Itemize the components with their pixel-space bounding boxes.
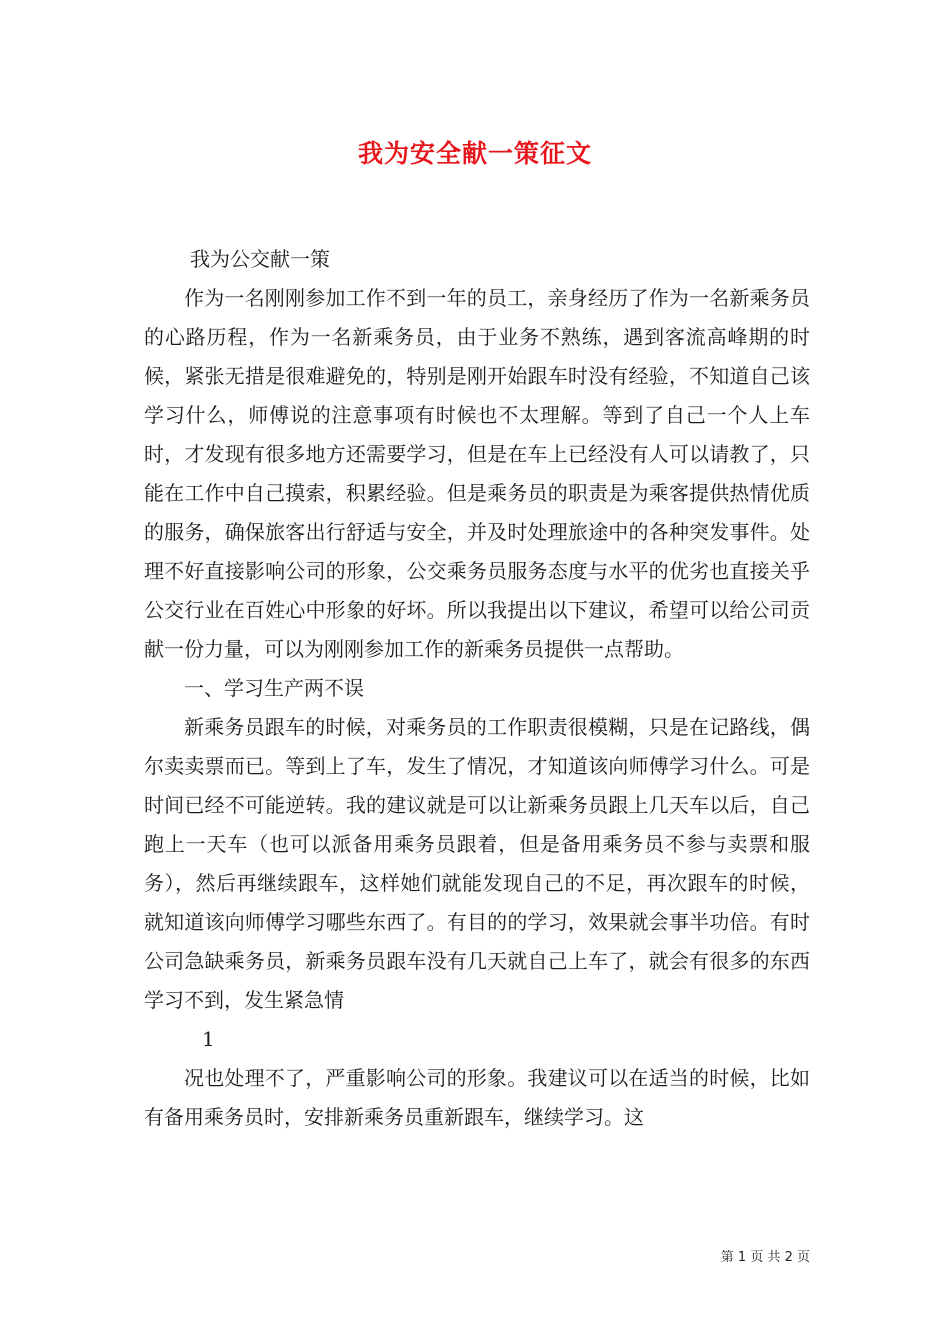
document-subtitle: 我为公交献一策 [190, 247, 330, 271]
paragraph-section-one: 新乘务员跟车的时候，对乘务员的工作职责很模糊，只是在记路线，偶尔卖卖票而已。等到上了车，发生了情况，才知道该向师傅学习什么。可是时间已经不可能逆转。我的建议就是可以让新乘务员跟上几天车以后，自己跑上一天车（也可以派备用乘务员跟着，但是备用乘务员不参与卖票和服务），然后再继续跟车，这样她们就能发现自己的不足，再次跟车的时候，就知道该向师傅学习哪些东西了。有目的的学习，效果就会事半功倍。有时公司急缺乘务员，新乘务员跟车没有几天就自己上车了，就会有很多的东西学习不到，发生紧急情 [144, 715, 810, 1012]
page-title: 我为安全献一策征文 [357, 139, 592, 168]
document-body [144, 240, 810, 1137]
paragraph-intro: 作为一名刚刚参加工作不到一年的员工，亲身经历了作为一名新乘务员的心路历程，作为一名新乘务员，由于业务不熟练，遇到客流高峰期的时候，紧张无措是很难避免的，特别是刚开始跟车时没有经验，不知道自己该学习什么，师傅说的注意事项有时候也不太理解。等到了自己一个人上车时，才发现有很多地方还需要学习，但是在车上已经没有人可以请教了，只能在工作中自己摸索，积累经验。但是乘务员的职责是为乘客提供热情优质的服务，确保旅客出行舒适与安全，并及时处理旅途中的各种突发事件。处理不好直接影响公司的形象，公交乘务员服务态度与水平的优劣也直接关乎公交行业在百姓心中形象的好坏。所以我提出以下建议，希望可以给公司贡献一份力量，可以为刚刚参加工作的新乘务员提供一点帮助。 [144, 286, 810, 661]
section-heading: 一、学习生产两不误 [184, 676, 364, 700]
paragraph-continued: 况也处理不了，严重影响公司的形象。我建议可以在适当的时候，比如有备用乘务员时，安排新乘务员重新跟车，继续学习。这 [144, 1066, 810, 1129]
page-footer: 第 1 页 共 2 页 [720, 1250, 810, 1265]
inline-page-number: 1 [202, 1027, 215, 1051]
